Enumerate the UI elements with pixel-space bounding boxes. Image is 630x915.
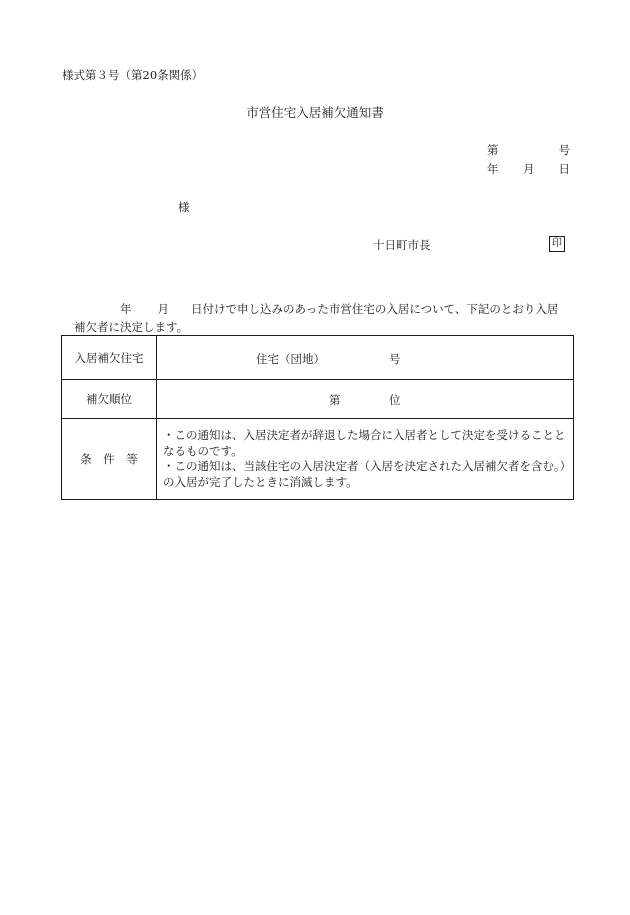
row-value-conditions bbox=[157, 419, 574, 500]
row-value-rank bbox=[157, 380, 574, 419]
notice-number-prefix: 第 bbox=[487, 143, 499, 157]
notice-date-month: 月 bbox=[523, 162, 535, 176]
body-month: 月 bbox=[157, 302, 169, 316]
notice-table bbox=[61, 335, 574, 500]
rank-suffix: 位 bbox=[389, 393, 401, 407]
table-row bbox=[62, 380, 574, 419]
body-line1-rest: 日付けで申し込みのあった市営住宅の入居について、下記のとおり入居 bbox=[191, 302, 559, 316]
condition-item-1: ・この通知は、入居決定者が辞退した場合に入居者として決定を受けることとなるものです。 bbox=[163, 428, 566, 458]
notice-body bbox=[62, 300, 574, 336]
notice-body-line-1 bbox=[62, 300, 574, 318]
body-year: 年 bbox=[120, 302, 132, 316]
notice-body-line-2: 補欠者に決定します。 bbox=[74, 320, 189, 334]
addressee-honorific: 様 bbox=[178, 200, 190, 214]
form-number: 様式第３号（第20条関係） bbox=[62, 68, 204, 82]
table-row bbox=[62, 419, 574, 500]
condition-item-2: ・この通知は、当該住宅の入居決定者（入居を決定された入居補欠者を含む。）の入居が完了したときに消滅します。 bbox=[163, 459, 566, 489]
document-title: 市営住宅入居補欠通知書 bbox=[246, 105, 384, 120]
table-row bbox=[62, 336, 574, 380]
row-label-housing: 入居補欠住宅 bbox=[62, 336, 157, 380]
rank-prefix: 第 bbox=[329, 393, 341, 407]
housing-number-label: 号 bbox=[389, 351, 401, 366]
seal-mark: 印 bbox=[549, 236, 565, 252]
housing-name-label: 住宅（団地） bbox=[256, 351, 325, 366]
notice-date-year: 年 bbox=[487, 162, 499, 176]
row-label-conditions: 条 件 等 bbox=[62, 419, 157, 500]
row-label-rank: 補欠順位 bbox=[62, 380, 157, 419]
notice-number-suffix: 号 bbox=[558, 143, 570, 157]
row-value-housing bbox=[157, 336, 574, 380]
notice-date-day: 日 bbox=[558, 162, 570, 176]
issuer-name: 十日町市長 bbox=[373, 238, 431, 252]
